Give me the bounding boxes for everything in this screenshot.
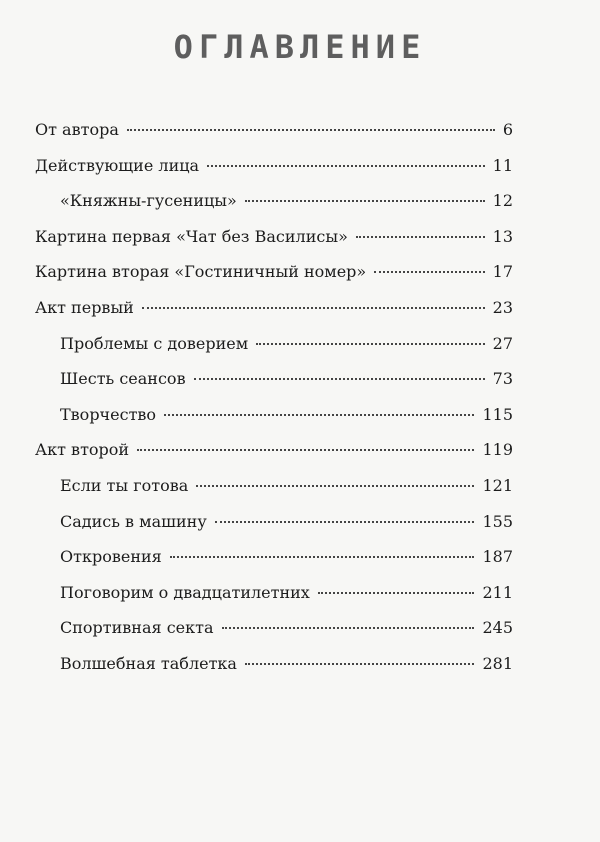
dot-leader — [245, 200, 485, 202]
toc-subentry — [35, 332, 513, 368]
toc-entry — [35, 118, 513, 154]
toc-subentry — [35, 652, 513, 688]
dot-leader — [196, 485, 474, 487]
toc-entry-label: От автора — [35, 120, 119, 139]
dot-leader — [207, 165, 485, 167]
dot-leader — [245, 663, 474, 665]
dot-leader — [256, 343, 484, 345]
toc-entry-page: 13 — [492, 226, 513, 246]
toc-entry-label: Поговорим о двадцатилетних — [60, 582, 310, 602]
toc-entry-label: Картина вторая «Гостиничный номер» — [35, 262, 367, 282]
toc-entry-label: Акт второй — [35, 440, 130, 460]
toc-entry — [35, 438, 513, 474]
table-of-contents — [35, 118, 513, 688]
toc-entry-page: 119 — [482, 440, 513, 460]
toc-subentry — [35, 474, 513, 510]
toc-entry-page: 281 — [482, 653, 513, 673]
toc-entry-label: Творчество — [60, 404, 157, 424]
toc-subentry — [35, 545, 513, 581]
toc-entry-label: Садись в машину — [60, 511, 207, 531]
toc-subentry — [35, 616, 513, 652]
toc-entry-page: 155 — [482, 511, 513, 531]
toc-entry-label: Проблемы с доверием — [60, 333, 249, 353]
toc-entry-page: 12 — [492, 191, 513, 211]
toc-subentry — [35, 403, 513, 439]
toc-entry-page: 187 — [482, 547, 513, 567]
toc-entry-page: 121 — [482, 475, 513, 495]
toc-entry-label: Картина первая «Чат без Василисы» — [35, 226, 348, 246]
dot-leader — [170, 556, 475, 558]
dot-leader — [164, 414, 474, 416]
page-title: ОГЛАВЛЕНИЕ — [173, 28, 427, 66]
toc-entry-label: Акт первый — [35, 297, 134, 317]
toc-entry — [35, 154, 513, 190]
dot-leader — [356, 236, 485, 238]
toc-entry-label: Действующие лица — [35, 155, 200, 175]
toc-entry — [35, 260, 513, 296]
toc-entry-page: 23 — [492, 297, 513, 317]
toc-subentry — [35, 581, 513, 617]
toc-entry-page: 27 — [492, 333, 513, 353]
toc-entry-page: 245 — [482, 618, 513, 638]
toc-entry-label: Шесть сеансов — [60, 369, 186, 389]
toc-entry-page: 211 — [482, 582, 513, 602]
toc-entry-label: Откровения — [60, 547, 162, 567]
toc-entry-page: 115 — [482, 404, 513, 424]
dot-leader — [127, 129, 495, 131]
toc-subentry — [35, 510, 513, 546]
toc-entry-label: Если ты готова — [60, 475, 189, 495]
toc-entry-page: 73 — [492, 369, 513, 389]
toc-entry-label: «Княжны-гусеницы» — [60, 191, 237, 211]
toc-subentry — [35, 367, 513, 403]
dot-leader — [374, 271, 484, 273]
toc-entry — [35, 225, 513, 261]
dot-leader — [194, 378, 485, 380]
toc-entry-label: Волшебная таблетка — [60, 653, 237, 673]
toc-entry-page: 17 — [492, 262, 513, 282]
toc-entry — [35, 296, 513, 332]
toc-subentry — [35, 189, 513, 225]
dot-leader — [215, 521, 475, 523]
dot-leader — [318, 592, 475, 594]
dot-leader — [222, 627, 475, 629]
toc-entry-page: 6 — [502, 120, 513, 139]
toc-entry-label: Спортивная секта — [60, 618, 214, 638]
dot-leader — [142, 307, 485, 309]
toc-entry-page: 11 — [492, 155, 513, 175]
dot-leader — [137, 449, 474, 451]
